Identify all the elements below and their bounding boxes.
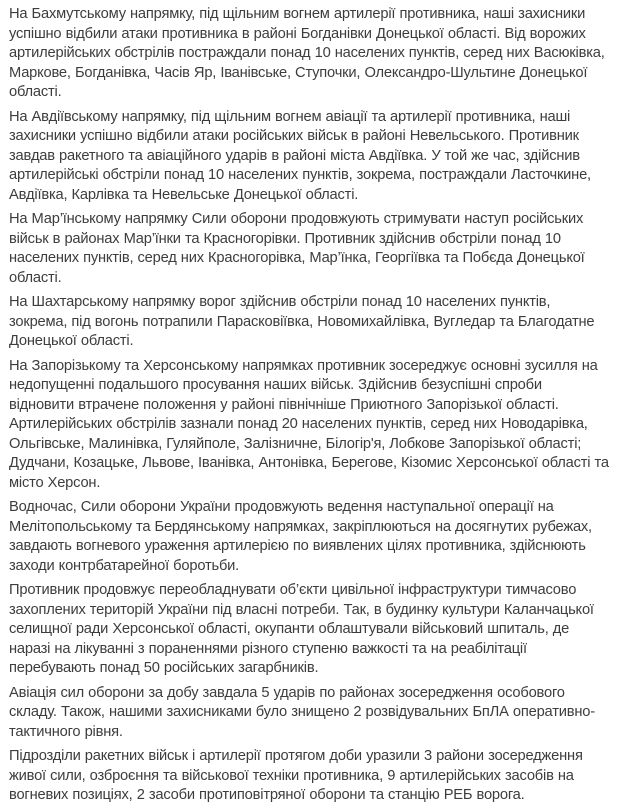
paragraph-offensive-operation: Водночас, Сили оборони України продовжують ведення наступальної операції на Мелітопольському та Бердянському напрямках, закріплюються на досягнутих рубежах, завдають вогневого ураження артилерією по виявлених цілях противника, здійснюють заходи контрбатарейної боротьби.: [9, 499, 592, 574]
paragraph-missile-artillery-results: Підрозділи ракетних військ і артилерії протягом доби уразили 3 райони зосередження живої сили, озброєння та військової техніки противника, 9 артилерійських засобів на вогневих позиціях, 2 засоби протиповітряної оборони та станцію РЕБ ворога.: [9, 748, 583, 803]
paragraph-aviation-strikes: Авіація сил оборони за добу завдала 5 ударів по районах зосередження особового складу. Також, нашими захисниками було знищено 2 розвідувальних БпЛА оперативно-тактичного рівня.: [9, 684, 595, 740]
paragraph-zaporizhzhia-kherson-direction: На Запорізькому та Херсонському напрямках противник зосереджує основні зусилля на недопущенні подальшого просування наших військ. Здійснив безуспішні спроби відновити втрачене положення у районі північніше Приютного Запорізької області. Артилерійських обстрілів зазнали понад 20 населених пунктів, серед них Новодарівка, Ольгівське, Малинівка, Гуляйполе, Залізничне, Білогір'я, Лобкове Запорізької області; Дудчани, Козацьке, Львове, Іванівка, Антонівка, Берегове, Кізомис Херсонської області та місто Херсон.: [9, 357, 609, 491]
paragraph-infrastructure-hospital: Противник продовжує переобладнувати об’єкти цивільної інфраструктури тимчасово захоплених територій України під власні потреби. Так, в будинку культури Каланчацької селищної ради Херсонської області, окупанти облаштували військовий шпиталь, де наразі на лікуванні з пораненнями різного ступеню важкості та на реабілітації перебувають понад 50 російських загарбників.: [9, 582, 594, 676]
paragraph-avdiivka-direction: На Авдіївському напрямку, під щільним вогнем авіації та артилерії противника, наші захисники успішно відбили атаки російських військ в районі Невельського. Противник завдав ракетного та авіаційного ударів в районі міста Авдіївка. У той же час, здійснив артилерійські обстріли понад 10 населених пунктів, зокрема, постраждали Ласточкине, Авдіївка, Карлівка та Невельське Донецької області.: [9, 108, 591, 203]
paragraph-marinka-direction: На Мар’їнському напрямку Сили оборони продовжують стримувати наступ російських військ в районах Мар’їнки та Красногорівки. Противник здійснив обстріли понад 10 населених пунктів, серед них Красногорівка, Мар’їнка, Георгіївка та Побєда Донецької області.: [9, 211, 585, 286]
paragraph-shakhtarsk-direction: На Шахтарському напрямку ворог здійснив обстріли понад 10 населених пунктів, зокрема, під вогонь потрапили Парасковіївка, Новомихайлівка, Вугледар та Благодатне Донецької області.: [9, 294, 595, 349]
paragraph-bakhmut-direction: На Бахмутському напрямку, під щільним вогнем артилерії противника, наші захисники успішно відбили атаки противника в районі Богданівки Донецької області. Від ворожих артилерійських обстрілів постраждали понад 10 населених пунктів, серед них Васюківка, Маркове, Богданівка, Часів Яр, Іванівське, Ступочки, Олександро-Шультине Донецької області.: [9, 6, 605, 100]
